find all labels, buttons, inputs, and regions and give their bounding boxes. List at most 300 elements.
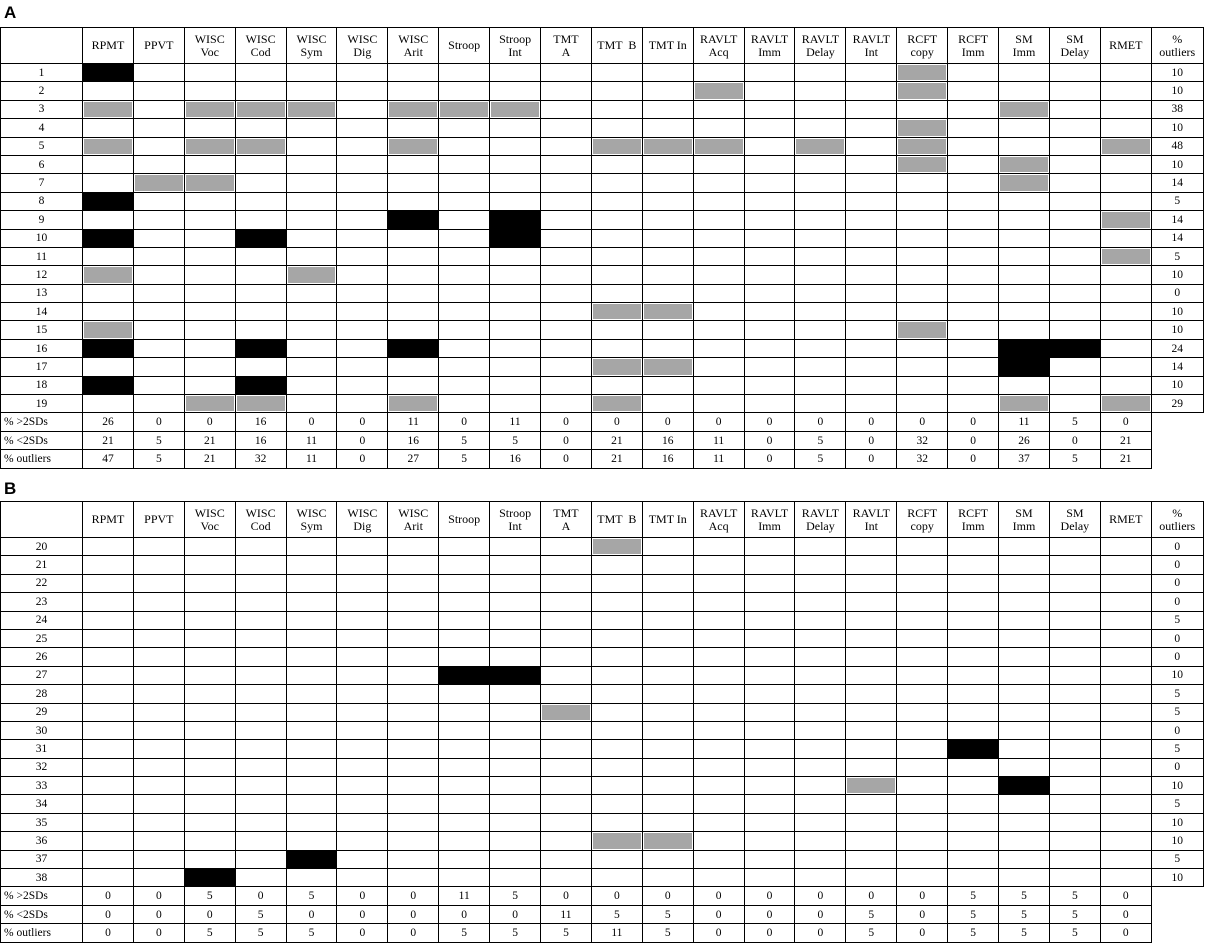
- score-cell: [897, 869, 948, 887]
- score-cell: [744, 703, 795, 721]
- score-cell: [591, 795, 642, 813]
- score-cell: [948, 100, 999, 118]
- score-cell: [795, 64, 846, 82]
- row-outlier-percent: 5: [1151, 703, 1203, 721]
- score-cell: [439, 703, 490, 721]
- score-cell: [846, 211, 897, 229]
- row-outlier-percent: 5: [1151, 795, 1203, 813]
- score-cell: [948, 266, 999, 284]
- score-cell: [388, 629, 439, 647]
- summary-value: 5: [1049, 924, 1100, 942]
- score-cell: [999, 119, 1050, 137]
- score-cell: [795, 321, 846, 339]
- summary-value: 21: [591, 431, 642, 449]
- score-cell: [948, 192, 999, 210]
- score-cell: [642, 119, 693, 137]
- score-cell: [388, 538, 439, 556]
- score-cell: [337, 395, 388, 413]
- score-cell: [744, 832, 795, 850]
- summary-value: 0: [83, 905, 134, 923]
- score-cell: [591, 64, 642, 82]
- score-cell: [439, 192, 490, 210]
- score-cell: [846, 192, 897, 210]
- score-cell: [337, 593, 388, 611]
- score-cell: [337, 303, 388, 321]
- row-outlier-percent: 0: [1151, 574, 1203, 592]
- participant-row: [1, 82, 1204, 100]
- score-cell: [999, 82, 1050, 100]
- summary-value: 26: [999, 431, 1050, 449]
- score-cell: [999, 758, 1050, 776]
- summary-value: 5: [948, 887, 999, 905]
- summary-value: 0: [133, 413, 184, 431]
- score-cell: [948, 395, 999, 413]
- score-cell: [490, 703, 541, 721]
- score-cell: [388, 611, 439, 629]
- column-header: RMET: [1100, 502, 1151, 538]
- summary-value: 26: [83, 413, 134, 431]
- score-cell: [235, 247, 286, 265]
- score-cell: [897, 556, 948, 574]
- score-cell: [591, 758, 642, 776]
- outlier-below-cell: [999, 100, 1050, 118]
- summary-value: 11: [388, 413, 439, 431]
- participant-id: 33: [1, 777, 83, 795]
- score-cell: [541, 685, 592, 703]
- score-cell: [795, 174, 846, 192]
- score-cell: [897, 376, 948, 394]
- score-cell: [846, 629, 897, 647]
- outlier-above-cell: [83, 64, 134, 82]
- score-cell: [83, 777, 134, 795]
- score-cell: [133, 850, 184, 868]
- score-cell: [439, 155, 490, 173]
- summary-value: 0: [744, 905, 795, 923]
- score-cell: [693, 611, 744, 629]
- outlier-below-cell: [388, 100, 439, 118]
- score-cell: [184, 339, 235, 357]
- score-cell: [642, 339, 693, 357]
- score-cell: [999, 648, 1050, 666]
- score-cell: [541, 211, 592, 229]
- score-cell: [846, 266, 897, 284]
- score-cell: [1049, 321, 1100, 339]
- score-cell: [490, 137, 541, 155]
- summary-value: 0: [846, 431, 897, 449]
- row-outlier-percent: 0: [1151, 758, 1203, 776]
- score-cell: [999, 593, 1050, 611]
- score-cell: [642, 813, 693, 831]
- outlier-below-cell: [235, 395, 286, 413]
- score-cell: [591, 740, 642, 758]
- score-cell: [744, 303, 795, 321]
- participant-id: 18: [1, 376, 83, 394]
- score-cell: [846, 376, 897, 394]
- score-cell: [795, 777, 846, 795]
- score-cell: [83, 666, 134, 684]
- score-cell: [1100, 850, 1151, 868]
- score-cell: [541, 758, 592, 776]
- summary-value: 32: [897, 450, 948, 468]
- score-cell: [133, 339, 184, 357]
- score-cell: [286, 137, 337, 155]
- score-cell: [1049, 574, 1100, 592]
- score-cell: [795, 538, 846, 556]
- summary-value: 0: [1049, 431, 1100, 449]
- score-cell: [286, 629, 337, 647]
- score-cell: [1100, 119, 1151, 137]
- score-cell: [1100, 339, 1151, 357]
- summary-label: % outliers: [1, 924, 83, 942]
- row-outlier-percent: 14: [1151, 174, 1203, 192]
- score-cell: [184, 266, 235, 284]
- score-cell: [83, 813, 134, 831]
- summary-value: 5: [133, 431, 184, 449]
- column-header: RCFT copy: [897, 502, 948, 538]
- empty-cell: [1151, 450, 1203, 468]
- column-header: RCFT Imm: [948, 28, 999, 64]
- score-cell: [642, 155, 693, 173]
- score-cell: [1049, 538, 1100, 556]
- outlier-below-cell: [235, 137, 286, 155]
- participant-id: 12: [1, 266, 83, 284]
- score-cell: [693, 247, 744, 265]
- score-cell: [1100, 721, 1151, 739]
- row-outlier-percent: 10: [1151, 119, 1203, 137]
- participant-row: [1, 666, 1204, 684]
- score-cell: [999, 685, 1050, 703]
- outlier-below-cell: [133, 174, 184, 192]
- score-cell: [235, 850, 286, 868]
- summary-value: 5: [439, 924, 490, 942]
- score-cell: [490, 832, 541, 850]
- summary-value: 47: [83, 450, 134, 468]
- score-cell: [744, 758, 795, 776]
- score-cell: [286, 119, 337, 137]
- score-cell: [337, 321, 388, 339]
- score-cell: [337, 574, 388, 592]
- outlier-below-cell: [999, 174, 1050, 192]
- score-cell: [948, 229, 999, 247]
- row-outlier-percent: 0: [1151, 538, 1203, 556]
- score-cell: [744, 685, 795, 703]
- score-cell: [1100, 758, 1151, 776]
- score-cell: [337, 64, 388, 82]
- row-outlier-percent: 48: [1151, 137, 1203, 155]
- outlier-below-cell: [83, 100, 134, 118]
- score-cell: [591, 339, 642, 357]
- score-cell: [133, 137, 184, 155]
- score-cell: [897, 850, 948, 868]
- score-cell: [439, 303, 490, 321]
- score-cell: [337, 777, 388, 795]
- score-cell: [286, 813, 337, 831]
- score-cell: [1049, 795, 1100, 813]
- score-cell: [795, 556, 846, 574]
- summary-value: 5: [235, 905, 286, 923]
- score-cell: [184, 247, 235, 265]
- summary-value: 0: [642, 887, 693, 905]
- score-cell: [286, 376, 337, 394]
- score-cell: [1049, 137, 1100, 155]
- score-cell: [541, 813, 592, 831]
- score-cell: [591, 869, 642, 887]
- score-cell: [133, 247, 184, 265]
- score-cell: [591, 284, 642, 302]
- score-cell: [439, 629, 490, 647]
- outlier-below-cell: [693, 82, 744, 100]
- outlier-above-cell: [490, 229, 541, 247]
- score-cell: [388, 64, 439, 82]
- score-cell: [897, 832, 948, 850]
- score-cell: [1049, 376, 1100, 394]
- score-cell: [541, 247, 592, 265]
- score-cell: [846, 574, 897, 592]
- participant-id: 13: [1, 284, 83, 302]
- summary-value: 37: [999, 450, 1050, 468]
- outlier-below-cell: [1100, 137, 1151, 155]
- score-cell: [999, 850, 1050, 868]
- score-cell: [286, 64, 337, 82]
- score-cell: [897, 266, 948, 284]
- score-cell: [1049, 666, 1100, 684]
- outlier-above-cell: [83, 376, 134, 394]
- outlier-below-cell: [286, 100, 337, 118]
- score-cell: [490, 174, 541, 192]
- score-cell: [744, 82, 795, 100]
- score-cell: [591, 82, 642, 100]
- score-cell: [744, 869, 795, 887]
- score-cell: [184, 303, 235, 321]
- score-cell: [235, 740, 286, 758]
- score-cell: [1100, 813, 1151, 831]
- score-cell: [184, 574, 235, 592]
- score-cell: [744, 321, 795, 339]
- summary-value: 0: [744, 431, 795, 449]
- summary-value: 21: [1100, 450, 1151, 468]
- score-cell: [83, 629, 134, 647]
- header-row: [1, 502, 1204, 538]
- score-cell: [642, 64, 693, 82]
- score-cell: [286, 211, 337, 229]
- score-cell: [1100, 556, 1151, 574]
- score-cell: [948, 703, 999, 721]
- score-cell: [1049, 192, 1100, 210]
- score-cell: [846, 869, 897, 887]
- score-cell: [948, 358, 999, 376]
- score-cell: [846, 538, 897, 556]
- participant-row: [1, 556, 1204, 574]
- score-cell: [693, 666, 744, 684]
- score-cell: [1100, 229, 1151, 247]
- column-header: RAVLT Delay: [795, 502, 846, 538]
- score-cell: [1049, 832, 1100, 850]
- participant-row: [1, 832, 1204, 850]
- participant-id: 5: [1, 137, 83, 155]
- score-cell: [490, 376, 541, 394]
- column-header: RAVLT Int: [846, 28, 897, 64]
- outlier-below-cell: [83, 266, 134, 284]
- column-header: RAVLT Acq: [693, 28, 744, 64]
- row-outlier-percent: 5: [1151, 247, 1203, 265]
- score-cell: [490, 758, 541, 776]
- score-cell: [388, 685, 439, 703]
- score-cell: [693, 740, 744, 758]
- participant-id: 38: [1, 869, 83, 887]
- empty-cell: [1151, 431, 1203, 449]
- score-cell: [948, 574, 999, 592]
- score-cell: [897, 247, 948, 265]
- summary-value: 0: [642, 413, 693, 431]
- score-cell: [235, 703, 286, 721]
- participant-id: 9: [1, 211, 83, 229]
- participant-id: 32: [1, 758, 83, 776]
- score-cell: [948, 685, 999, 703]
- score-cell: [541, 574, 592, 592]
- score-cell: [184, 119, 235, 137]
- score-cell: [286, 703, 337, 721]
- score-cell: [693, 850, 744, 868]
- score-cell: [744, 266, 795, 284]
- score-cell: [133, 538, 184, 556]
- score-cell: [133, 648, 184, 666]
- summary-label: % >2SDs: [1, 887, 83, 905]
- summary-value: 0: [744, 413, 795, 431]
- score-cell: [1049, 100, 1100, 118]
- summary-value: 0: [744, 887, 795, 905]
- column-header: WISC Sym: [286, 502, 337, 538]
- summary-value: 11: [693, 431, 744, 449]
- score-cell: [235, 758, 286, 776]
- score-cell: [897, 574, 948, 592]
- summary-value: 16: [642, 450, 693, 468]
- score-cell: [541, 740, 592, 758]
- score-cell: [490, 284, 541, 302]
- score-cell: [1049, 740, 1100, 758]
- score-cell: [1100, 192, 1151, 210]
- column-header: Stroop Int: [490, 502, 541, 538]
- score-cell: [541, 666, 592, 684]
- outlier-above-cell: [999, 339, 1050, 357]
- score-cell: [184, 192, 235, 210]
- score-cell: [795, 832, 846, 850]
- score-cell: [184, 593, 235, 611]
- summary-value: 5: [235, 924, 286, 942]
- score-cell: [133, 703, 184, 721]
- score-cell: [693, 395, 744, 413]
- participant-id: 19: [1, 395, 83, 413]
- score-cell: [1049, 247, 1100, 265]
- score-cell: [83, 155, 134, 173]
- score-cell: [693, 284, 744, 302]
- score-cell: [846, 119, 897, 137]
- participant-row: [1, 593, 1204, 611]
- score-cell: [83, 395, 134, 413]
- score-cell: [642, 247, 693, 265]
- summary-value: 5: [591, 905, 642, 923]
- score-cell: [948, 648, 999, 666]
- score-cell: [133, 229, 184, 247]
- score-cell: [541, 100, 592, 118]
- score-cell: [235, 721, 286, 739]
- score-cell: [744, 395, 795, 413]
- score-cell: [846, 247, 897, 265]
- score-cell: [948, 247, 999, 265]
- score-cell: [1100, 266, 1151, 284]
- score-cell: [490, 574, 541, 592]
- score-cell: [337, 813, 388, 831]
- score-cell: [133, 192, 184, 210]
- score-cell: [184, 82, 235, 100]
- score-cell: [693, 721, 744, 739]
- score-cell: [388, 376, 439, 394]
- score-cell: [541, 850, 592, 868]
- score-cell: [795, 82, 846, 100]
- row-outlier-percent: 10: [1151, 303, 1203, 321]
- score-cell: [83, 119, 134, 137]
- score-cell: [1100, 832, 1151, 850]
- score-cell: [83, 611, 134, 629]
- score-cell: [948, 813, 999, 831]
- score-cell: [1049, 721, 1100, 739]
- score-cell: [1100, 740, 1151, 758]
- participant-id: 21: [1, 556, 83, 574]
- score-cell: [693, 155, 744, 173]
- score-cell: [999, 64, 1050, 82]
- score-cell: [235, 284, 286, 302]
- score-cell: [846, 64, 897, 82]
- score-cell: [897, 100, 948, 118]
- row-outlier-percent: 0: [1151, 593, 1203, 611]
- score-cell: [541, 648, 592, 666]
- outlier-below-cell: [642, 137, 693, 155]
- score-cell: [235, 155, 286, 173]
- score-cell: [642, 721, 693, 739]
- summary-value: 11: [591, 924, 642, 942]
- score-cell: [846, 648, 897, 666]
- participant-id: 31: [1, 740, 83, 758]
- column-header: SM Imm: [999, 28, 1050, 64]
- summary-value: 0: [337, 924, 388, 942]
- score-cell: [1100, 666, 1151, 684]
- score-cell: [591, 574, 642, 592]
- score-cell: [795, 247, 846, 265]
- score-cell: [388, 703, 439, 721]
- score-cell: [1100, 869, 1151, 887]
- score-cell: [439, 339, 490, 357]
- score-cell: [1100, 82, 1151, 100]
- score-cell: [490, 119, 541, 137]
- score-cell: [133, 869, 184, 887]
- score-cell: [286, 395, 337, 413]
- summary-value: 0: [1100, 887, 1151, 905]
- column-header: RPMT: [83, 28, 134, 64]
- score-cell: [83, 174, 134, 192]
- score-cell: [439, 611, 490, 629]
- panel-b-label: B: [4, 479, 17, 498]
- score-cell: [83, 211, 134, 229]
- score-cell: [490, 556, 541, 574]
- outlier-above-cell: [235, 229, 286, 247]
- row-outlier-percent: 5: [1151, 611, 1203, 629]
- score-cell: [235, 777, 286, 795]
- score-cell: [83, 832, 134, 850]
- summary-value: 0: [490, 905, 541, 923]
- score-cell: [541, 284, 592, 302]
- score-cell: [846, 339, 897, 357]
- participant-row: [1, 100, 1204, 118]
- score-cell: [286, 777, 337, 795]
